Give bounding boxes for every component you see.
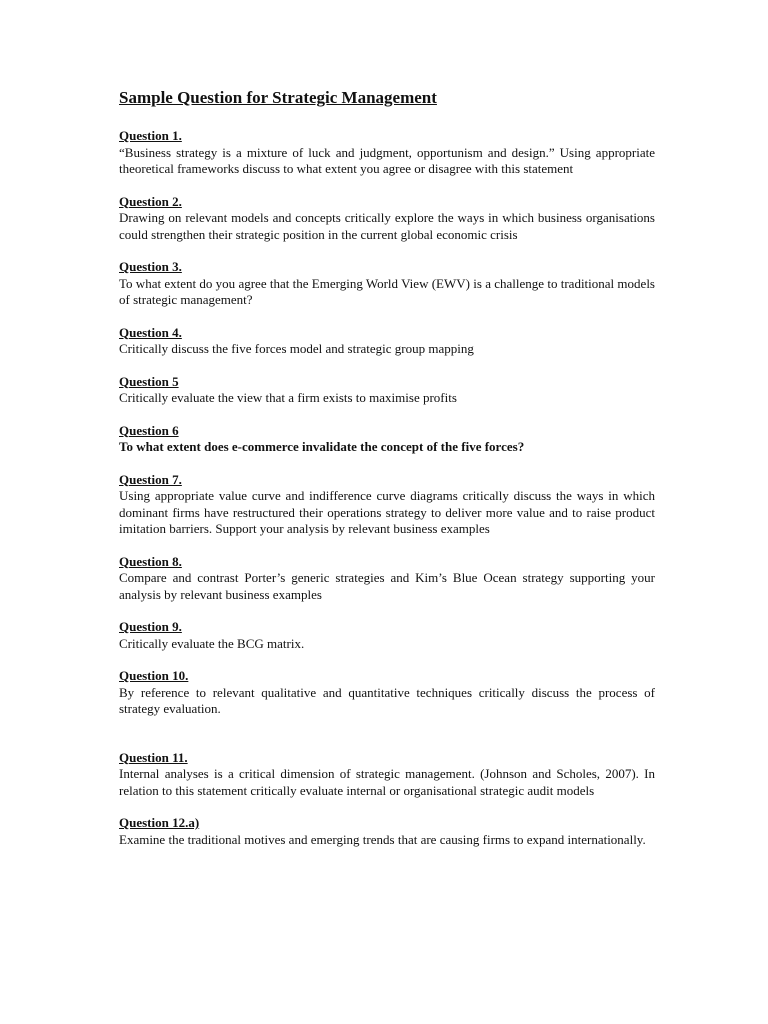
question-heading: Question 2.	[119, 193, 182, 209]
question-block-2	[119, 194, 655, 244]
question-heading: Question 7.	[119, 471, 182, 487]
question-heading: Question 8.	[119, 553, 182, 569]
question-heading: Question 9.	[119, 619, 182, 634]
question-text: Drawing on relevant models and concepts critically explore the ways in which business organisations could strengthen their strategic position in the current global economic crisis	[119, 210, 655, 242]
question-block-5	[119, 374, 655, 407]
question-heading: Question 10.	[119, 668, 189, 683]
question-block-1	[119, 128, 655, 178]
question-text: By reference to relevant qualitative and quantitative techniques critically discuss the process of strategy evaluation.	[119, 684, 655, 716]
question-block-10	[119, 668, 655, 718]
question-block-4	[119, 325, 655, 358]
question-text: Critically discuss the five forces model and strategic group mapping	[119, 341, 474, 356]
question-heading: Question 12.a)	[119, 815, 200, 830]
question-text: Examine the traditional motives and emerging trends that are causing firms to expand internationally.	[119, 831, 646, 847]
question-text: To what extent does e-commerce invalidate the concept of the five forces?	[119, 439, 525, 454]
question-text: Critically evaluate the BCG matrix.	[119, 635, 305, 651]
question-block-3	[119, 259, 655, 309]
question-heading: Question 11.	[119, 749, 188, 765]
question-heading: Question 5	[119, 373, 179, 389]
question-block-9	[119, 619, 655, 652]
question-heading: Question 3.	[119, 259, 182, 274]
question-block-12	[119, 815, 655, 848]
question-heading: Question 1.	[119, 128, 182, 143]
question-text: Using appropriate value curve and indifference curve diagrams critically discuss the ways in which dominant firms have restructured their operations strategy to deliver more value and to raise product imitation barriers. Support your analysis by relevant business examples	[119, 488, 655, 536]
question-text: To what extent do you agree that the Emerging World View (EWV) is a challenge to traditional models of strategic management?	[119, 275, 655, 307]
question-text: Compare and contrast Porter’s generic strategies and Kim’s Blue Ocean strategy supporting your analysis by relevant business examples	[119, 570, 655, 602]
question-text: “Business strategy is a mixture of luck and judgment, opportunism and design.” Using appropriate theoretical frameworks discuss to what extent you agree or disagree with this statement	[119, 144, 655, 176]
document-page	[119, 88, 655, 848]
question-text: Critically evaluate the view that a firm exists to maximise profits	[119, 390, 457, 405]
question-block-8	[119, 554, 655, 604]
question-block-11	[119, 750, 655, 800]
document-title: Sample Question for Strategic Management	[119, 88, 437, 107]
question-block-7	[119, 472, 655, 538]
question-heading: Question 6	[119, 422, 179, 438]
question-heading: Question 4.	[119, 324, 182, 340]
question-text: Internal analyses is a critical dimension of strategic management. (Johnson and Scholes, 2007). In relation to this statement critically evaluate internal or organisational strategic audit models	[119, 766, 655, 798]
question-block-6	[119, 423, 655, 456]
